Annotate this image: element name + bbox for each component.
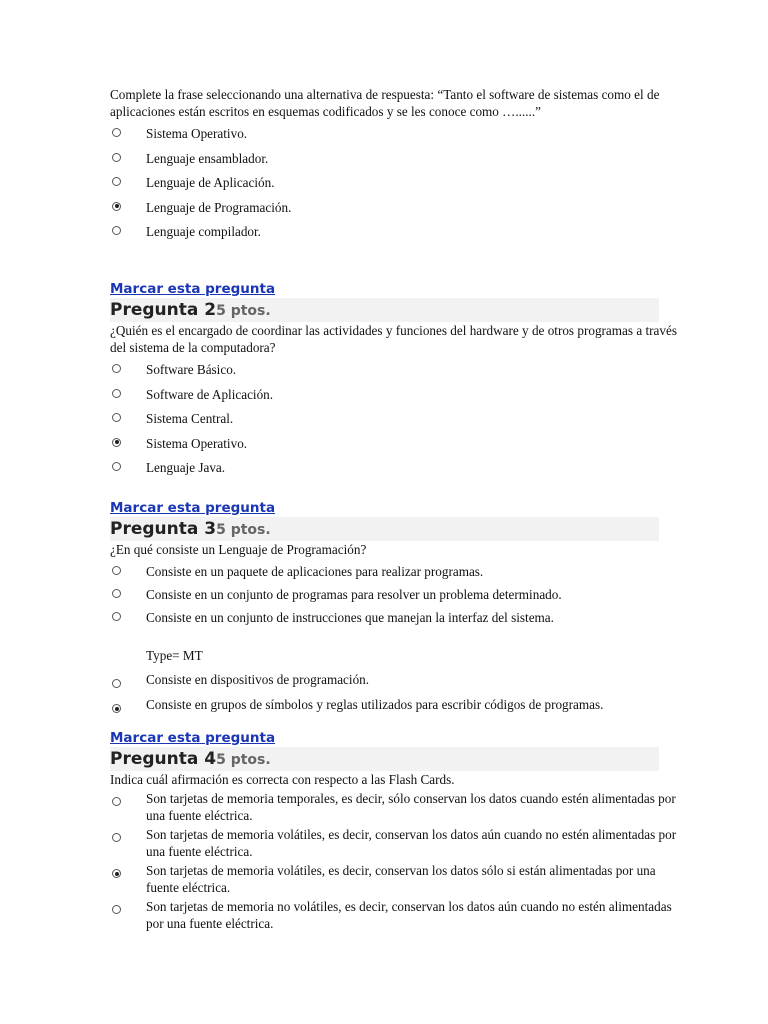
- option-label: Software Básico.: [146, 362, 237, 377]
- question-2-points: 5 ptos.: [216, 303, 271, 319]
- question-4-option-4[interactable]: [110, 898, 690, 934]
- radio-button[interactable]: [112, 177, 121, 186]
- option-label: Consiste en un conjunto de instrucciones que manejan la interfaz del sistema.: [146, 610, 554, 625]
- question-2-option-3[interactable]: [110, 410, 690, 435]
- radio-button-selected[interactable]: [112, 202, 121, 211]
- question-3-option-3[interactable]: [110, 609, 690, 634]
- question-2-option-2[interactable]: [110, 386, 690, 411]
- radio-button-selected[interactable]: [112, 438, 121, 447]
- question-4-options: [110, 790, 690, 934]
- option-label: Sistema Central.: [146, 411, 234, 426]
- option-label: Sistema Operativo.: [146, 126, 248, 141]
- question-4-points: 5 ptos.: [216, 752, 271, 768]
- radio-button[interactable]: [112, 566, 121, 575]
- question-3-note-row: [110, 634, 690, 664]
- option-label: Lenguaje Java.: [146, 460, 226, 475]
- radio-button[interactable]: [112, 612, 121, 621]
- question-3-option-1[interactable]: [110, 563, 690, 586]
- radio-button[interactable]: [112, 797, 121, 806]
- radio-button[interactable]: [112, 389, 121, 398]
- question-2-option-1[interactable]: [110, 361, 690, 386]
- option-label: Lenguaje compilador.: [146, 224, 261, 239]
- radio-button[interactable]: [112, 589, 121, 598]
- radio-button[interactable]: [112, 462, 121, 471]
- option-label: Software de Aplicación.: [146, 386, 274, 402]
- option-label: Consiste en un conjunto de programas para resolver un problema determinado.: [146, 587, 562, 602]
- question-4-text: Indica cuál afirmación es correcta con respecto a las Flash Cards.: [110, 772, 455, 787]
- question-3-header: [110, 517, 659, 541]
- mark-question-2-link[interactable]: Marcar esta pregunta: [110, 281, 276, 297]
- option-label: Son tarjetas de memoria temporales, es decir, sólo conservan los datos cuando estén alimentadas por una fuente eléctrica.: [146, 791, 676, 823]
- radio-button-selected[interactable]: [112, 869, 121, 878]
- question-2: [110, 322, 690, 484]
- radio-button[interactable]: [112, 153, 121, 162]
- question-1: [110, 86, 690, 248]
- option-label: Consiste en grupos de símbolos y reglas utilizados para escribir códigos de programas.: [146, 697, 604, 712]
- question-3-note: Type= MT: [146, 648, 203, 663]
- radio-button[interactable]: [112, 226, 121, 235]
- question-3-title: Pregunta 3: [110, 519, 217, 539]
- radio-button[interactable]: [112, 364, 121, 373]
- radio-button-selected[interactable]: [112, 704, 121, 713]
- option-label: Son tarjetas de memoria volátiles, es decir, conservan los datos sólo si están alimentadas por una fuente eléctrica.: [146, 863, 656, 895]
- question-3-option-5[interactable]: [110, 688, 690, 713]
- mark-question-3-link[interactable]: Marcar esta pregunta: [110, 500, 276, 516]
- radio-button[interactable]: [112, 905, 121, 914]
- question-2-text: ¿Quién es el encargado de coordinar las actividades y funciones del hardware y de otros programas a través del sistema de la computadora?: [110, 323, 677, 355]
- mark-question-4-link[interactable]: Marcar esta pregunta: [110, 730, 276, 746]
- question-3-option-4[interactable]: [110, 664, 690, 688]
- option-label: Consiste en dispositivos de programación.: [146, 672, 370, 687]
- question-3: [110, 541, 690, 713]
- question-1-option-1[interactable]: [110, 125, 690, 150]
- radio-button[interactable]: [112, 413, 121, 422]
- option-label: Lenguaje de Aplicación.: [146, 175, 275, 190]
- question-2-title: Pregunta 2: [110, 300, 217, 320]
- option-label: Sistema Operativo.: [146, 435, 248, 451]
- question-4-header: [110, 747, 659, 771]
- option-label: Lenguaje de Programación.: [146, 199, 292, 215]
- question-1-option-4[interactable]: [110, 199, 690, 224]
- question-2-option-4[interactable]: [110, 435, 690, 460]
- question-3-option-2[interactable]: [110, 586, 690, 609]
- option-label: Son tarjetas de memoria no volátiles, es decir, conservan los datos aún cuando no estén alimentadas por una fuente eléctrica.: [146, 899, 672, 931]
- question-3-text: ¿En qué consiste un Lenguaje de Programación?: [110, 542, 367, 557]
- question-2-option-5[interactable]: [110, 459, 690, 484]
- question-2-options: [110, 361, 690, 484]
- option-label: Son tarjetas de memoria volátiles, es decir, conservan los datos aún cuando no estén alimentadas por una fuente eléctrica.: [146, 827, 677, 859]
- question-4-option-1[interactable]: [110, 790, 690, 826]
- option-label: Lenguaje ensamblador.: [146, 150, 269, 166]
- radio-button[interactable]: [112, 833, 121, 842]
- question-1-option-3[interactable]: [110, 174, 690, 199]
- question-1-options: [110, 125, 690, 248]
- question-4-option-3[interactable]: [110, 862, 690, 898]
- option-label: Consiste en un paquete de aplicaciones para realizar programas.: [146, 564, 484, 579]
- question-4: [110, 771, 690, 934]
- question-3-points: 5 ptos.: [216, 522, 271, 538]
- question-1-option-5[interactable]: [110, 223, 690, 248]
- question-3-options: [110, 563, 690, 713]
- radio-button[interactable]: [112, 679, 121, 688]
- radio-button[interactable]: [112, 128, 121, 137]
- question-2-header: [110, 298, 659, 322]
- question-4-option-2[interactable]: [110, 826, 690, 862]
- question-1-text: Complete la frase seleccionando una alternativa de respuesta: “Tanto el software de sistemas como el de aplicaciones están escritos en esquemas codificados y se les conoce como …......”: [110, 87, 660, 119]
- question-4-title: Pregunta 4: [110, 749, 217, 769]
- question-1-option-2[interactable]: [110, 150, 690, 175]
